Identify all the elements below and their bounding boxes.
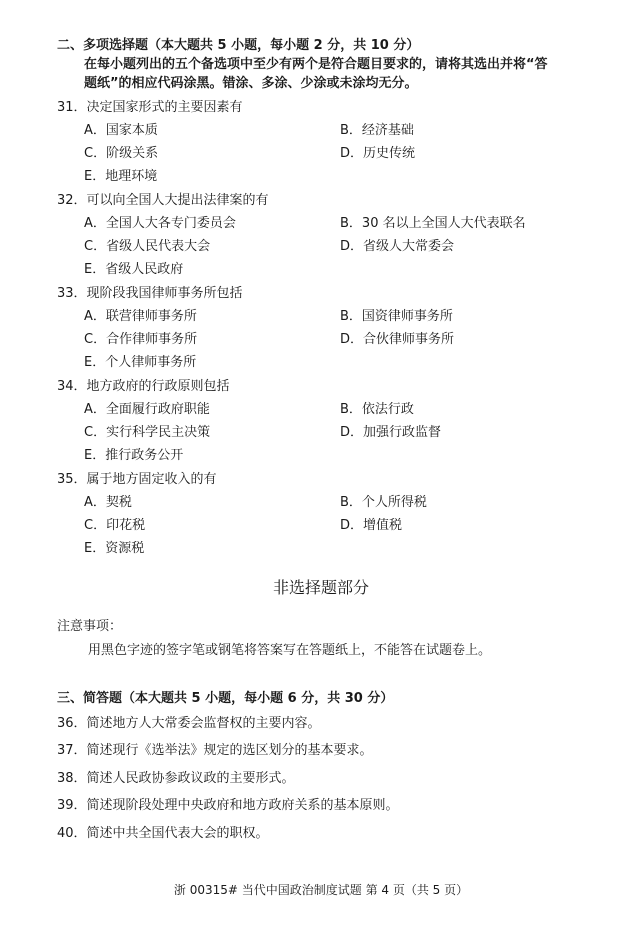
question-34-option-c: C．实行科学民主决策 (84, 425, 211, 440)
question-34-option-d: D．加强行政监督 (340, 425, 442, 440)
question-33-option-b: B．国资律师事务所 (340, 309, 453, 324)
question-35-option-c: C．印花税 (84, 518, 146, 533)
question-33-option-d: D．合伙律师事务所 (340, 332, 455, 347)
question-31-stem: 31．决定国家形式的主要因素有 (57, 100, 243, 115)
question-38: 38．简述人民政协参政议政的主要形式。 (57, 771, 295, 786)
question-34-option-a: A．全面履行政府职能 (84, 402, 210, 417)
question-34-stem: 34．地方政府的行政原则包括 (57, 379, 230, 394)
notice-label: 注意事项： (57, 619, 123, 634)
question-32-option-d: D．省级人大常委会 (340, 239, 455, 254)
question-31-option-d: D．历史传统 (340, 146, 416, 161)
question-31-option-c: C．阶级关系 (84, 146, 159, 161)
question-32-option-c: C．省级人民代表大会 (84, 239, 211, 254)
page-footer: 浙 00315# 当代中国政治制度试题 第 4 页（共 5 页） (173, 883, 469, 897)
question-35-option-b: B．个人所得税 (340, 495, 427, 510)
question-31-option-a: A．国家本质 (84, 123, 158, 138)
question-33-option-c: C．合作律师事务所 (84, 332, 198, 347)
nonchoice-section-title: 非选择题部分 (272, 578, 369, 597)
question-36: 36．简述地方人大常委会监督权的主要内容。 (57, 716, 321, 731)
question-31-option-b: B．经济基础 (340, 123, 414, 138)
question-32-option-b: B．30 名以上全国人大代表联名 (340, 216, 526, 231)
question-31-option-e: E．地理环境 (84, 169, 158, 184)
question-33-stem: 33．现阶段我国律师事务所包括 (57, 286, 243, 301)
question-37: 37．简述现行《选举法》规定的选区划分的基本要求。 (57, 743, 373, 758)
section2-instruction-line2: 题纸”的相应代码涂黑。错涂、多涂、少涂或未涂均无分。 (84, 76, 418, 91)
section2-heading: 二、多项选择题（本大题共 5 小题，每小题 2 分，共 10 分） (57, 38, 420, 53)
question-39: 39．简述现阶段处理中央政府和地方政府关系的基本原则。 (57, 798, 399, 813)
question-35-option-e: E．资源税 (84, 541, 145, 556)
question-35-stem: 35．属于地方固定收入的有 (57, 472, 217, 487)
question-34-option-e: E．推行政务公开 (84, 448, 184, 463)
section2-instruction-line1: 在每小题列出的五个备选项中至少有两个是符合题目要求的，请将其选出并将“答 (84, 57, 548, 72)
question-35-option-a: A．契税 (84, 495, 132, 510)
question-33-option-a: A．联营律师事务所 (84, 309, 197, 324)
notice-text: 用黑色字迹的签字笔或钢笔将答案写在答题纸上，不能答在试题卷上。 (88, 643, 492, 658)
question-34-option-b: B．依法行政 (340, 402, 414, 417)
question-32-option-a: A．全国人大各专门委员会 (84, 216, 236, 231)
section3-heading: 三、简答题（本大题共 5 小题，每小题 6 分，共 30 分） (57, 691, 394, 706)
question-35-option-d: D．增值税 (340, 518, 403, 533)
question-32-stem: 32．可以向全国人大提出法律案的有 (57, 193, 269, 208)
question-40: 40．简述中共全国代表大会的职权。 (57, 826, 269, 841)
question-32-option-e: E．省级人民政府 (84, 262, 184, 277)
question-33-option-e: E．个人律师事务所 (84, 355, 197, 370)
